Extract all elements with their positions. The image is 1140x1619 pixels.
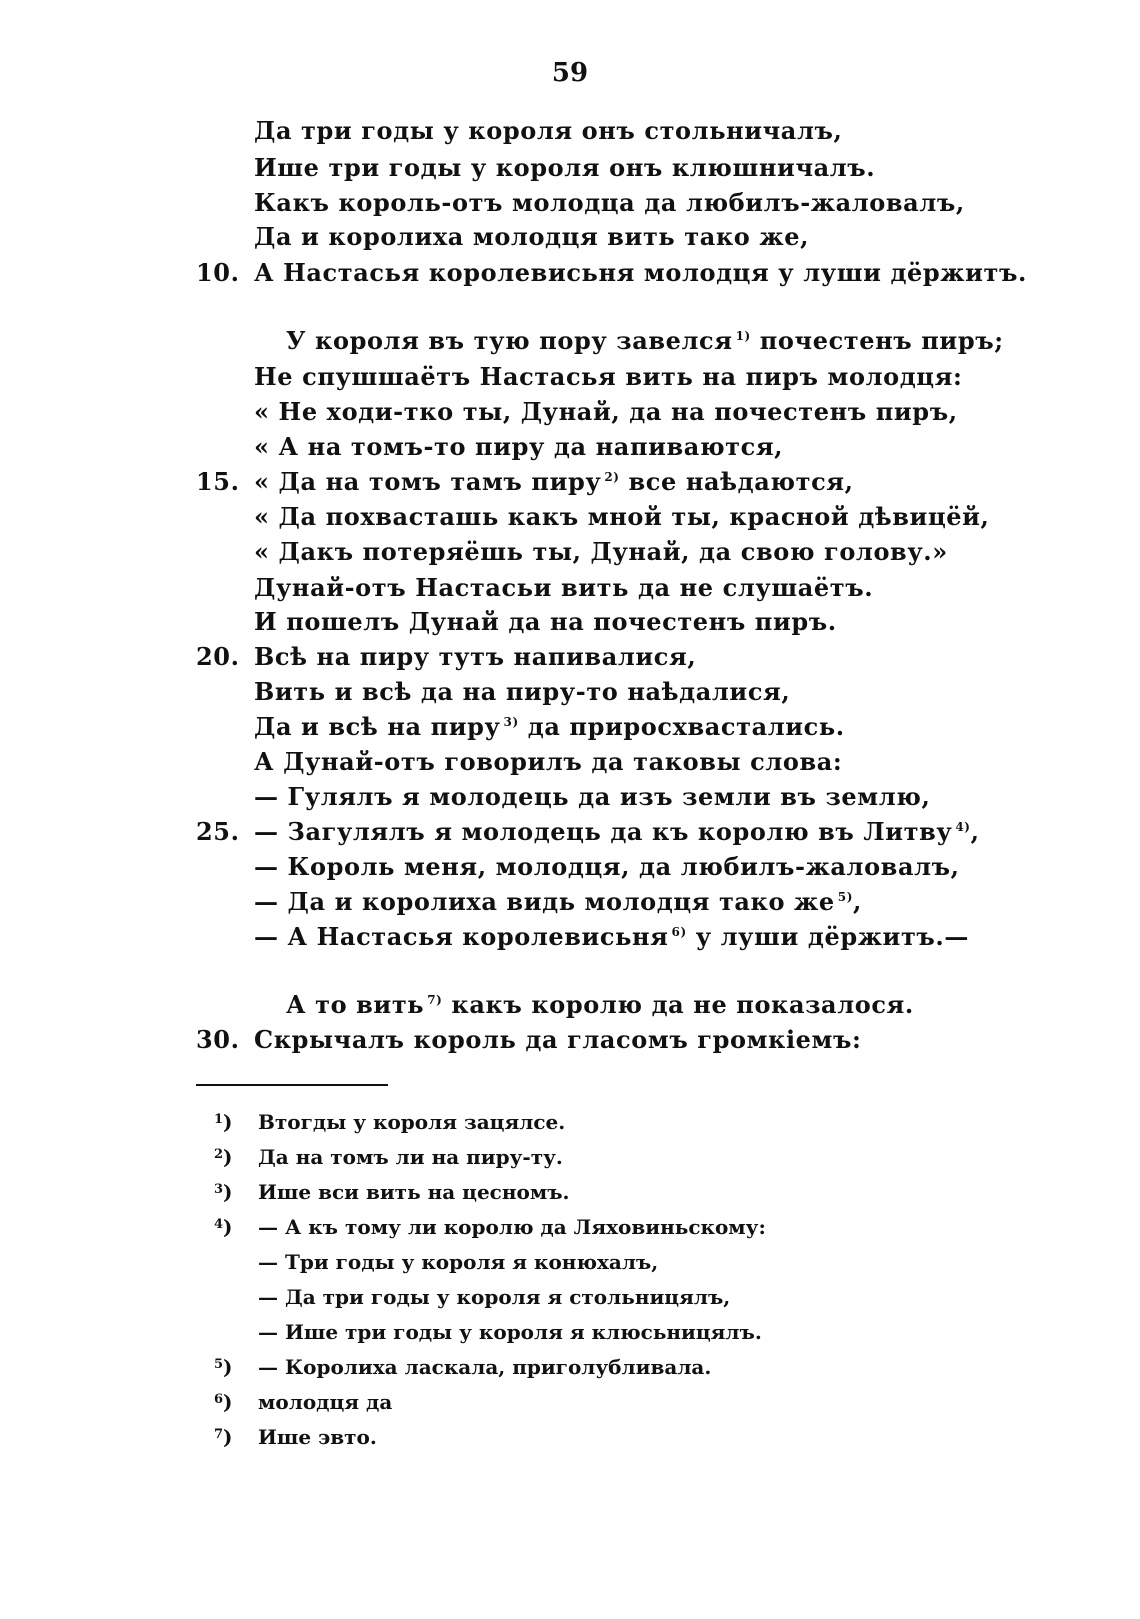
verse-line: Дунай-отъ Настасьи вить да не слушаётъ. [254,573,874,602]
verse-line: — Король меня, молодця, да любилъ-жаловалъ, [254,852,960,881]
footnote: $^4$) — А къ тому ли королю да Ляховиньскому: [214,1215,766,1239]
verse-line: « Дакъ потеряёшь ты, Дунай, да свою голову.» [254,537,948,566]
verse-line: « А на томъ-то пиру да напиваются, [254,432,784,461]
verse-line: А то вить $^{7)}$ какъ королю да не показалося. [286,990,914,1019]
footnote: $^5$) — Королиха ласкала, приголубливала. [214,1355,712,1379]
line-number: 30. [196,1025,240,1054]
footnote: $^3$) Ише вси вить на цесномъ. [214,1180,570,1204]
verse-line: Ише три годы у короля онъ клюшничалъ. [254,153,876,182]
verse-line: 25. — Загулялъ я молодець да къ королю въ Литву $^{4)}$, [196,817,980,846]
footnote: $^1$) Втогды у короля зацялсе. [214,1110,566,1134]
footnote-continuation: — Да три годы у короля я стольницялъ, [258,1285,731,1309]
verse-line: Какъ король-отъ молодца да любилъ-жаловалъ, [254,188,965,217]
footnote: $^7$) Ише эвто. [214,1425,377,1449]
verse-line: И пошелъ Дунай да на почестенъ пиръ. [254,607,837,636]
verse-line: Да и всѣ на пиру $^{3)}$ да приросхвастались. [254,712,845,741]
verse-line: — Да и королиха видь молодця тако же $^{5)}$, [254,887,862,916]
verse-line: « Не ходи-тко ты, Дунай, да на почестенъ пиръ, [254,397,958,426]
line-number: 15. [196,467,240,496]
line-number: 10. [196,258,240,287]
verse-line: 15. « Да на томъ тамъ пиру $^{2)}$ все наѣдаются, [196,467,854,496]
footnote: $^2$) Да на томъ ли на пиру-ту. [214,1145,563,1169]
verse-line: « Да похвасташь какъ мной ты, красной дѣвицёй, [254,502,990,531]
footnote-ref: 1) [735,329,751,343]
footnote-ref: 6) [671,925,687,939]
footnote-ref: 7) [427,993,443,1007]
footnote-continuation: — Три годы у короля я конюхалъ, [258,1250,659,1274]
footnote: $^6$) молодця да [214,1390,393,1414]
footnote-continuation: — Ише три годы у короля я клюсьницялъ. [258,1320,762,1344]
verse-line: Да три годы у короля онъ стольничалъ, [254,116,843,145]
verse-line: 10. А Настасья королевисьня молодця у луши дёржитъ. [196,258,1027,287]
verse-line: 30. Скрычалъ король да гласомъ громкіемъ: [196,1025,862,1054]
footnote-ref: 4) [955,820,971,834]
verse-line: 20. Всѣ на пиру тутъ напивалися, [196,642,697,671]
footnote-ref: 3) [503,715,519,729]
verse-line: А Дунай-отъ говорилъ да таковы слова: [254,747,843,776]
footnote-ref: 5) [837,890,853,904]
line-number: 20. [196,642,240,671]
verse-line: Не спушшаётъ Настасья вить на пиръ молодця: [254,362,963,391]
footnote-divider [196,1084,388,1086]
footnote-ref: 2) [604,470,620,484]
verse-line: — А Настасья королевисьня $^{6)}$ у луши дёржитъ.— [254,922,969,951]
verse-line: Вить и всѣ да на пиру-то наѣдалися, [254,677,791,706]
verse-line: — Гулялъ я молодець да изъ земли въ землю, [254,782,931,811]
page-number: 59 [551,58,589,88]
line-number: 25. [196,817,240,846]
verse-line: Да и королиха молодця вить тако же, [254,222,810,251]
verse-line: У короля въ тую пору завелся $^{1)}$ почестенъ пиръ; [286,326,1004,355]
